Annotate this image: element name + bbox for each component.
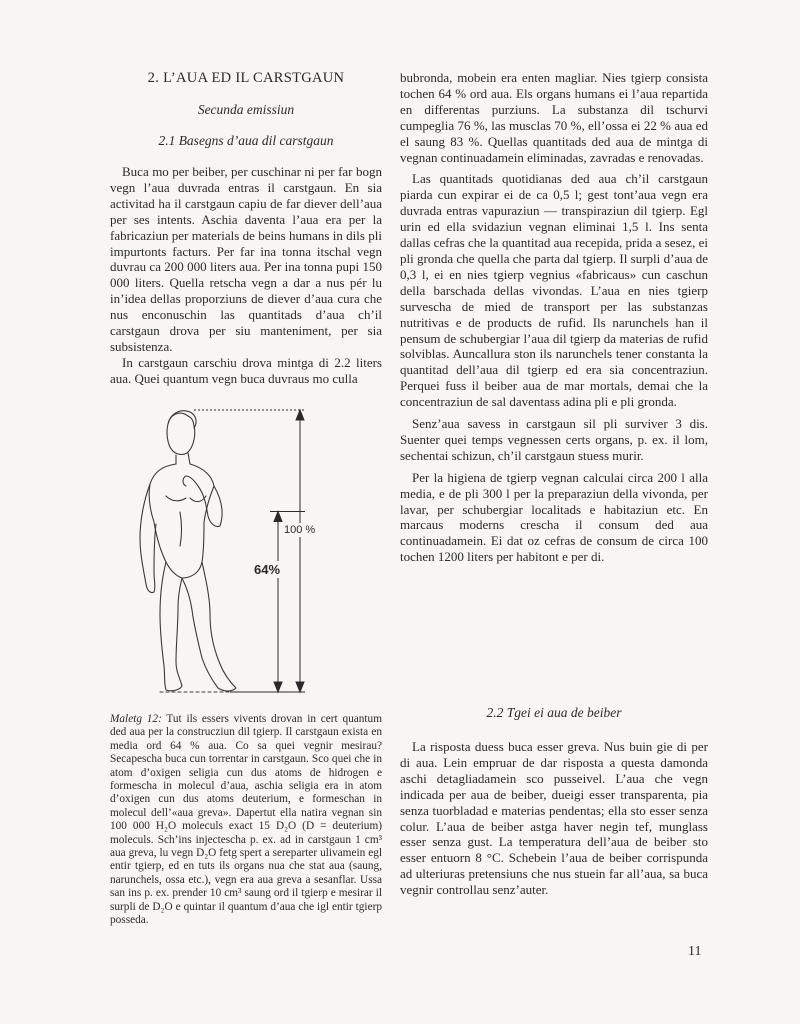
left-column [110, 70, 382, 387]
water-percent-label: 64% [254, 562, 281, 577]
caption-text: Tut ils essers vivents drovan in cert quantum ded aua per la construcziun dil tgierp. Il carstgaun exista en media ord 64 % aua. Co sa quei vegnir mesirau? Secapescha buca cun torrentar in carstgaun. Sco quei che in atom d’oxigen seligia cun dus atoms de hidrogen e formescha in molecul d’aua, aschia seligia era in atom d’oxigen cun dus atoms deuterium, e formeschan in molecul dell’«aua greva». Dapertut ella natira vegnan sin 100 000 H₂O moleculs exact 15 D₂O (D = deuterium) moleculs. Sch’ins injectescha p. ex. ad in carstgaun 1 cm³ aua greva, lu vegn D₂O fetg spert a sereparter ulivamein egl entir tgierp, ed en tuts ils organs nua che stat aua (saung, narunchels, ossa etc.), vegn era aua greva a sesanflar. Ussa san ins p. ex. prender 10 cm³ saung ord il tgierp e mesirar il surpli de D₂O e quintar il quantum d’aua che igl entir tgierp posseda. [110, 713, 382, 927]
paragraph: Buca mo per beiber, per cuschinar ni per far bogn vegn l’aua duvrada entras il carstgaun. En sia activitad ha il carstgaun capiu de far diever dell’aua per ses intents. Aschia daventa l’aua era per la fabricaziun per materials de beins humans in dils pli impurtonts facturs. Per far ina tonna itschal vegn duvrau ca 200 000 liters aua. Per ina tonna pupi 150 000 liters. Quella retscha vegn a dar a nus pér lu in’idea dellas proporziuns de diever d’aua cura che nus enconuschin las quantitads d’aua ch’il carstgaun drova per siu manteniment, per sia subsistenza. [110, 164, 382, 354]
emission-subtitle: Secunda emissiun [197, 102, 295, 117]
figure-head [167, 413, 195, 454]
human-body-illustration [110, 400, 340, 700]
figure-leg-right [160, 562, 182, 691]
right-column [400, 70, 708, 565]
paragraph: La risposta duess buca esser greva. Nus buin gie di per di aua. Lein empruar de dar risposta a questa damonda aschi detagliadamein sco pusseivel. L’aua che vegn indicada per aua de beiber, dueigi esser transparenta, pia senza tuorbladad e materias pendentas; ella sto esser senza colur. L’aua de beiber astga haver negin tef, munglass esser senza gust. La temperatura dell’aua de beiber sto esser entuorn 8 °C. Schebein l’aua de beiber corrispunda ad ulteriuras pretensiuns che nus stuein far all’aua, sa buca vegnir controllau senz’auter. [400, 739, 708, 898]
total-percent-label: 100 % [284, 524, 316, 536]
right-column-bottom [400, 705, 708, 898]
figure-arm-left [183, 476, 222, 527]
paragraph: Las quantitads quotidianas ded aua ch’il carstgaun piarda cun expirar ei de ca 0,5 l; gest tont’aua vegn era duvrada entras vapuraziun — transpiraziun dil tgierp. Egl urin ed ella svidaziun vegnan eliminai 1,5 l. Ins senta dallas cefras che la quantitad aua recepida, prida a sesez, ei pli gronda che quella che parta dal tgierp. Il surpli d’aua de 0,3 l, ei en nies tgierp vegnius «fabricaus» cun caschun della barschada dellas vivondas. L’aua en nies tgierp survescha de mied de transport per las substanzas nutritivas e de products de rufid. Ils narunchels han il pensum de schubergiar l’aua dil tgierp da materias de rufid solviblas. Auncallura ston ils narunchels tener constanta la quantitad dell’aua dil tgierp ed era sia concentraziun. Perquei fuss il beiber aua de mar mortals, demai che la concentraziun de sal daventass adina pli e pli gronda. [400, 171, 708, 410]
section-title: 2. L’AUA ED IL CARSTGAUN [147, 70, 345, 86]
paragraph: Senz’aua savess in carstgaun sil pli surviver 3 dis. Suenter quei temps vegnessen certs organs, p. ex. il lom, sechentai schizun, ch’il carstgaun stuess murir. [400, 416, 708, 463]
figure-arm-right [140, 484, 156, 593]
page-number: 11 [688, 944, 702, 959]
subsection-title: 2.1 Basegns d’aua dil carstgaun [158, 133, 334, 148]
figure-leg-left [182, 562, 236, 691]
subsection-title-2: 2.2 Tgei ei aua de beiber [486, 705, 622, 720]
figure-caption [110, 713, 382, 928]
paragraph: In carstgaun carschiu drova mintga di 2.2 liters aua. Quei quantum vegn buca duvraus mo culla [110, 354, 382, 386]
caption-lead: Maletg 12: [110, 713, 162, 725]
paragraph: bubronda, mobein era enten magliar. Nies tgierp consista tochen 64 % ord aua. Els organs humans ei l’aua repartida en differentas purziuns. La substanza dil tschurvi cumpeglia 76 %, las musclas 70 %, ell’ossa ei 22 % aua ed el saung 83 %. Quellas quantitads ded aua de mintga di vegnan continuadamein eliminadas, zavradas e renovadas. [400, 70, 708, 165]
paragraph: Per la higiena de tgierp vegnan calculai circa 200 l alla media, e de pli 300 l per la preparaziun della vivonda, per lavar, per schubergiar localitads e habitaziun etc. En marcaus moderns crescha il consum ded aua continuadamein. Ei dat oz cefras de consum de circa 100 tochen 1200 liters per habitont e per di. [400, 469, 708, 565]
